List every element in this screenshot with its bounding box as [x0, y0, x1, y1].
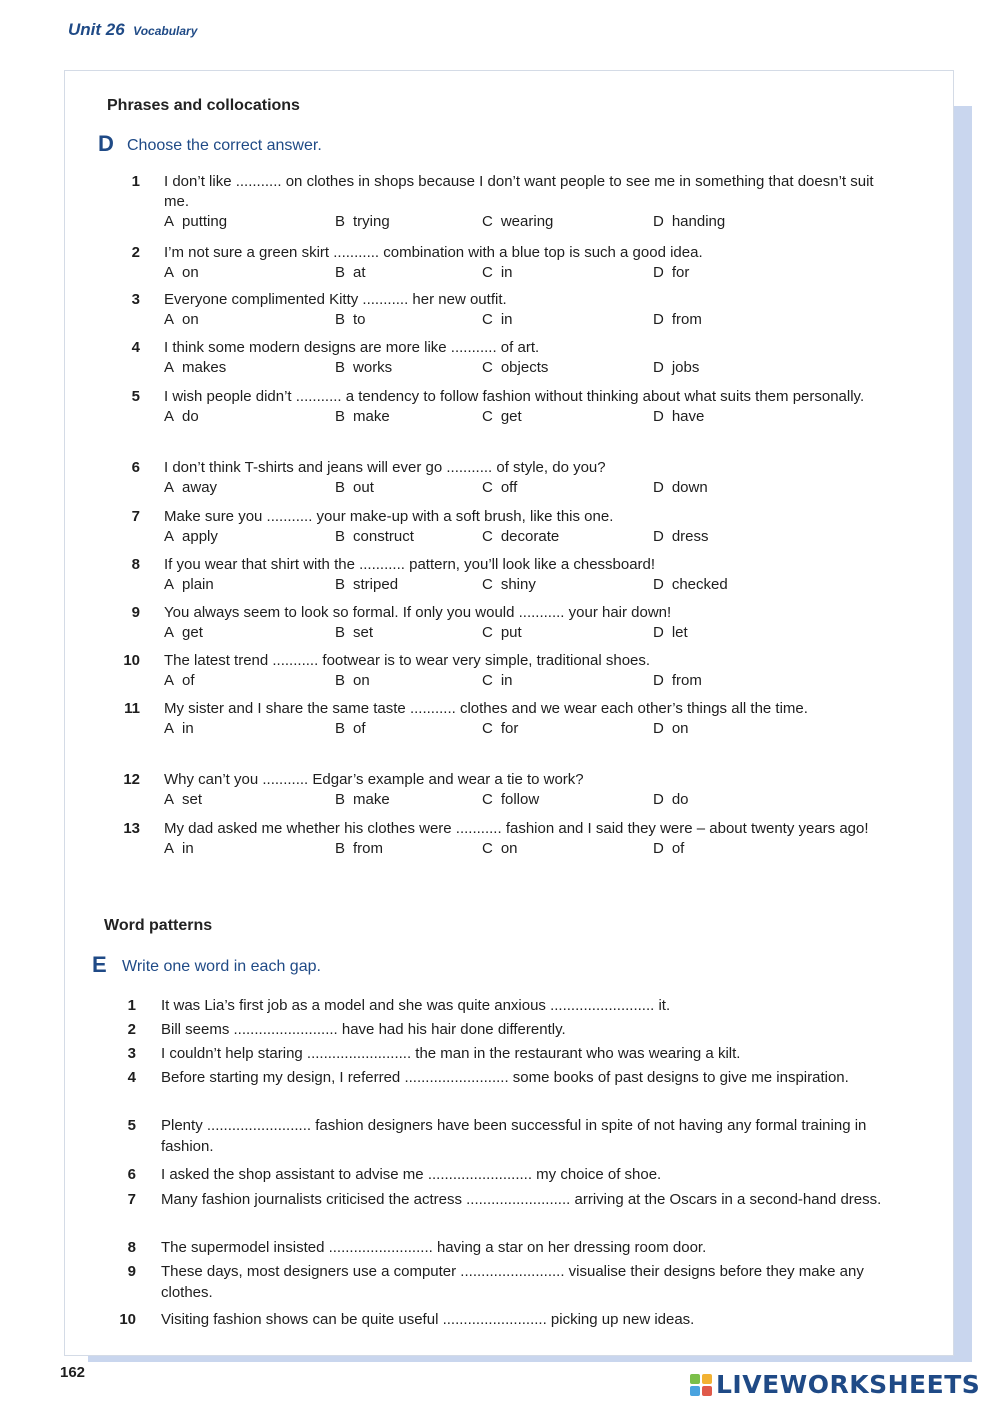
question-number: 5	[131, 388, 140, 405]
item-number: 8	[127, 1239, 136, 1256]
question-d10	[118, 651, 888, 693]
option-c[interactable]: C get	[482, 408, 522, 425]
gap-item-e7	[114, 1189, 894, 1210]
option-d[interactable]: D from	[653, 311, 702, 328]
logo-square-icon	[690, 1374, 700, 1384]
section-label: Vocabulary	[133, 24, 198, 38]
option-c[interactable]: C objects	[482, 359, 549, 376]
option-c[interactable]: C in	[482, 311, 513, 328]
option-d[interactable]: D checked	[653, 576, 728, 593]
question-text: The latest trend ........... footwear is to wear very simple, traditional shoes.	[164, 652, 651, 669]
option-a[interactable]: A on	[164, 311, 199, 328]
question-number: 2	[131, 244, 140, 261]
question-number: 12	[123, 771, 140, 788]
gap-item-e5	[114, 1115, 894, 1157]
answer-options	[164, 719, 888, 741]
answer-options	[164, 839, 888, 861]
option-b[interactable]: B trying	[335, 213, 390, 230]
question-text: My sister and I share the same taste ........... clothes and we wear each other’s things all the time.	[164, 700, 808, 717]
item-text[interactable]: Before starting my design, I referred ......................... some books of past designs to give me inspiration.	[161, 1069, 849, 1086]
option-d[interactable]: D of	[653, 840, 685, 857]
item-text[interactable]: I couldn’t help staring ......................... the man in the restaurant who was wearing a kilt.	[161, 1045, 741, 1062]
option-c[interactable]: C follow	[482, 791, 540, 808]
option-a[interactable]: A of	[164, 672, 195, 689]
question-d11	[118, 699, 888, 741]
logo-square-icon	[690, 1386, 700, 1396]
liveworksheets-logo[interactable]	[690, 1370, 980, 1399]
option-c[interactable]: C put	[482, 624, 522, 641]
option-d[interactable]: D do	[653, 791, 689, 808]
question-text: Everyone complimented Kitty ........... her new outfit.	[164, 291, 507, 308]
exercise-letter-e: E	[92, 952, 107, 977]
question-number: 10	[123, 652, 140, 669]
item-text[interactable]: Visiting fashion shows can be quite useful ......................... picking up new ideas.	[161, 1311, 695, 1328]
option-a[interactable]: A set	[164, 791, 203, 808]
answer-options	[164, 407, 888, 429]
item-number: 10	[119, 1311, 136, 1328]
question-number: 4	[131, 339, 140, 356]
question-d8	[118, 555, 888, 597]
brand-text: LIVEWORKSHEETS	[716, 1370, 981, 1399]
item-number: 3	[127, 1045, 136, 1062]
answer-options	[164, 263, 888, 285]
option-a[interactable]: A putting	[164, 213, 228, 230]
gap-item-e1	[114, 995, 894, 1016]
option-b[interactable]: B on	[335, 672, 370, 689]
question-number: 7	[131, 508, 140, 525]
option-d[interactable]: D dress	[653, 528, 709, 545]
question-d5	[118, 387, 888, 429]
item-text[interactable]: Many fashion journalists criticised the actress ......................... arriving at the Oscars in a second-hand dress.	[161, 1191, 882, 1208]
question-number: 8	[131, 556, 140, 573]
question-d6	[118, 458, 888, 500]
unit-label: Unit 26	[68, 20, 125, 39]
option-d[interactable]: D have	[653, 408, 705, 425]
option-b[interactable]: B at	[335, 264, 366, 281]
question-d2	[118, 243, 888, 285]
option-c[interactable]: C wearing	[482, 213, 554, 230]
option-c[interactable]: C for	[482, 720, 519, 737]
question-d13	[118, 819, 888, 861]
gap-item-e10	[114, 1309, 894, 1330]
option-a[interactable]: A plain	[164, 576, 214, 593]
option-c[interactable]: C in	[482, 672, 513, 689]
option-a[interactable]: A do	[164, 408, 199, 425]
question-number: 6	[131, 459, 140, 476]
option-a[interactable]: A on	[164, 264, 199, 281]
question-number: 9	[131, 604, 140, 621]
option-b[interactable]: B make	[335, 408, 390, 425]
question-text: Make sure you ........... your make-up with a soft brush, like this one.	[164, 508, 614, 525]
gap-item-e4	[114, 1067, 894, 1088]
exercise-instruction-e: Write one word in each gap.	[122, 958, 321, 975]
section-title-word-patterns: Word patterns	[104, 917, 213, 934]
item-number: 9	[127, 1263, 136, 1280]
option-b[interactable]: B of	[335, 720, 366, 737]
item-number: 2	[127, 1021, 136, 1038]
question-number: 13	[123, 820, 140, 837]
item-text[interactable]: The supermodel insisted ......................... having a star on her dressing room door.	[161, 1239, 707, 1256]
question-d3	[118, 290, 888, 332]
item-text[interactable]: It was Lia’s first job as a model and she was quite anxious ......................... it.	[161, 997, 671, 1014]
section-title-phrases: Phrases and collocations	[107, 97, 300, 114]
question-text: If you wear that shirt with the ........... pattern, you’ll look like a chessboard!	[164, 556, 656, 573]
option-b[interactable]: B works	[335, 359, 393, 376]
option-b[interactable]: B from	[335, 840, 384, 857]
option-c[interactable]: C on	[482, 840, 518, 857]
page-number: 162	[60, 1364, 86, 1381]
option-a[interactable]: A makes	[164, 359, 227, 376]
option-b[interactable]: B set	[335, 624, 374, 641]
answer-options	[164, 212, 888, 234]
option-b[interactable]: B out	[335, 479, 374, 496]
unit-header	[68, 20, 197, 40]
item-number: 6	[127, 1166, 136, 1183]
question-d1	[118, 172, 888, 234]
option-a[interactable]: A in	[164, 840, 194, 857]
question-text: I don’t think T-shirts and jeans will ever go ........... of style, do you?	[164, 459, 606, 476]
option-b[interactable]: B striped	[335, 576, 399, 593]
option-d[interactable]: D jobs	[653, 359, 700, 376]
answer-options	[164, 310, 888, 332]
option-a[interactable]: A away	[164, 479, 218, 496]
option-a[interactable]: A get	[164, 624, 203, 641]
item-text[interactable]: Plenty ......................... fashion designers have been successful in spite of not having any formal training in fashion.	[161, 1117, 867, 1155]
option-c[interactable]: C in	[482, 264, 513, 281]
answer-options	[164, 527, 888, 549]
option-d[interactable]: D handing	[653, 213, 726, 230]
option-b[interactable]: B to	[335, 311, 366, 328]
question-text: I don’t like ........... on clothes in shops because I don’t want people to see me in something that doesn’t suit me.	[164, 173, 874, 210]
option-d[interactable]: D for	[653, 264, 690, 281]
option-c[interactable]: C off	[482, 479, 518, 496]
option-a[interactable]: A apply	[164, 528, 218, 545]
answer-options	[164, 575, 888, 597]
item-number: 4	[127, 1069, 136, 1086]
item-number: 5	[127, 1117, 136, 1134]
item-number: 1	[127, 997, 136, 1014]
gap-item-e2	[114, 1019, 894, 1040]
option-c[interactable]: C decorate	[482, 528, 560, 545]
gap-item-e3	[114, 1043, 894, 1064]
option-c[interactable]: C shiny	[482, 576, 536, 593]
gap-item-e8	[114, 1237, 894, 1258]
question-text: Why can’t you ........... Edgar’s example and wear a tie to work?	[164, 771, 584, 788]
question-text: I’m not sure a green skirt ........... combination with a blue top is such a good idea.	[164, 244, 703, 261]
answer-options	[164, 478, 888, 500]
item-text[interactable]: I asked the shop assistant to advise me ......................... my choice of shoe.	[161, 1166, 662, 1183]
logo-square-icon	[702, 1374, 712, 1384]
question-d4	[118, 338, 888, 380]
question-text: You always seem to look so formal. If only you would ........... your hair down!	[164, 604, 672, 621]
logo-square-icon	[702, 1386, 712, 1396]
question-d7	[118, 507, 888, 549]
answer-options	[164, 790, 888, 812]
gap-item-e9	[114, 1261, 894, 1303]
question-number: 1	[131, 173, 140, 190]
question-text: I wish people didn’t ........... a tendency to follow fashion without thinking about what suits them personally.	[164, 388, 865, 405]
answer-options	[164, 623, 888, 645]
exercise-letter-d: D	[98, 131, 114, 156]
option-d[interactable]: D let	[653, 624, 688, 641]
question-number: 11	[124, 700, 140, 717]
answer-options	[164, 358, 888, 380]
item-text[interactable]: These days, most designers use a computer ......................... visualise their designs before they make any clothes.	[161, 1263, 864, 1301]
item-text[interactable]: Bill seems ......................... have had his hair done differently.	[161, 1021, 566, 1038]
option-d[interactable]: D down	[653, 479, 708, 496]
option-b[interactable]: B make	[335, 791, 390, 808]
answer-options	[164, 671, 888, 693]
option-d[interactable]: D from	[653, 672, 702, 689]
exercise-instruction-d: Choose the correct answer.	[127, 137, 322, 154]
question-text: My dad asked me whether his clothes were ........... fashion and I said they were – about twenty years ago!	[164, 820, 869, 837]
item-number: 7	[127, 1191, 136, 1208]
question-d9	[118, 603, 888, 645]
question-number: 3	[131, 291, 140, 308]
option-a[interactable]: A in	[164, 720, 194, 737]
logo-grid-icon	[690, 1374, 712, 1396]
option-b[interactable]: B construct	[335, 528, 414, 545]
question-text: I think some modern designs are more like ........... of art.	[164, 339, 540, 356]
gap-item-e6	[114, 1164, 894, 1185]
question-d12	[118, 770, 888, 812]
option-d[interactable]: D on	[653, 720, 689, 737]
